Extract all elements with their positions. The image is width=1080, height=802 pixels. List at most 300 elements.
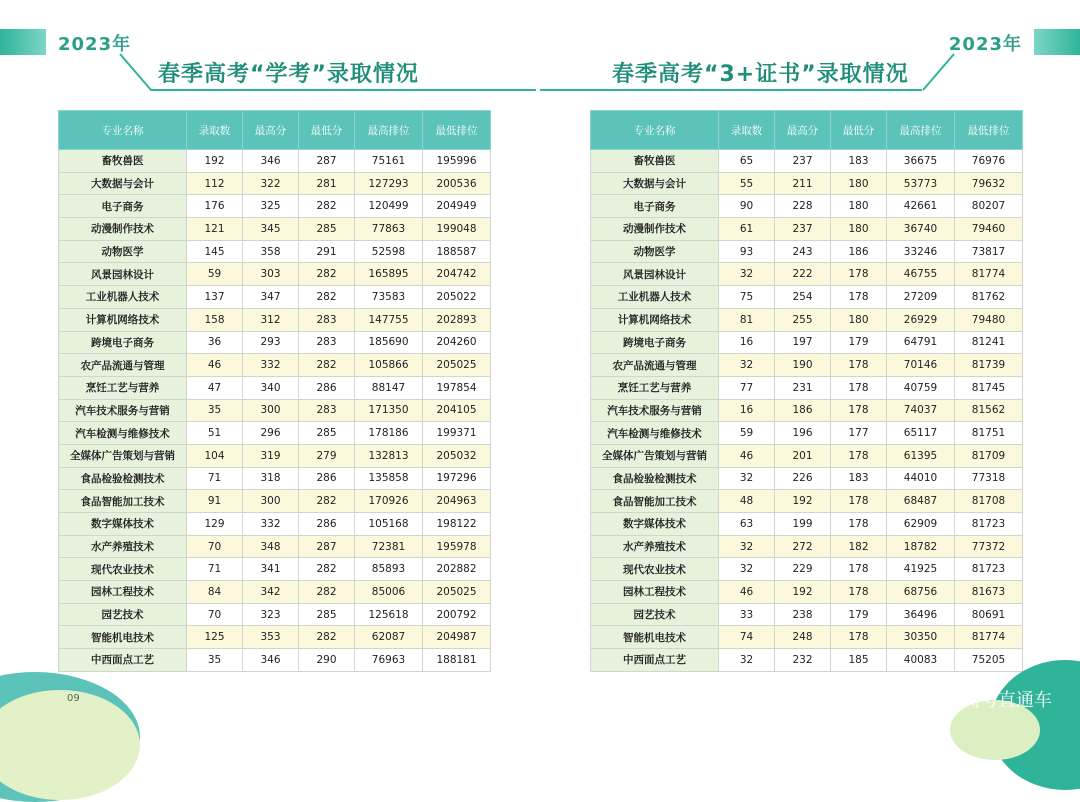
admission-table-xuekao	[58, 110, 491, 672]
cell-min-rank: 81739	[955, 354, 1023, 377]
cell-min-score: 180	[831, 218, 887, 241]
cell-admit-count: 32	[719, 558, 775, 581]
cell-max-rank: 75161	[355, 150, 423, 173]
cell-major-name: 动物医学	[591, 240, 719, 263]
cell-min-score: 178	[831, 376, 887, 399]
cell-min-score: 180	[831, 308, 887, 331]
cell-max-score: 222	[775, 263, 831, 286]
cell-min-rank: 197296	[423, 467, 491, 490]
table-row	[59, 240, 491, 263]
cell-max-score: 197	[775, 331, 831, 354]
cell-max-score: 192	[775, 490, 831, 513]
cell-admit-count: 137	[187, 286, 243, 309]
cell-major-name: 食品智能加工技术	[59, 490, 187, 513]
table-row	[591, 490, 1023, 513]
table-body	[59, 150, 491, 672]
cell-admit-count: 32	[719, 649, 775, 672]
cell-min-rank: 81745	[955, 376, 1023, 399]
cell-admit-count: 77	[719, 376, 775, 399]
cell-major-name: 园艺技术	[591, 603, 719, 626]
table-row	[59, 603, 491, 626]
table-row	[591, 513, 1023, 536]
cell-max-rank: 65117	[887, 422, 955, 445]
cell-major-name: 跨境电子商务	[59, 331, 187, 354]
cell-min-rank: 205022	[423, 286, 491, 309]
cell-min-score: 282	[299, 490, 355, 513]
cell-admit-count: 104	[187, 444, 243, 467]
cell-min-score: 178	[831, 558, 887, 581]
cell-min-score: 287	[299, 535, 355, 558]
cell-admit-count: 47	[187, 376, 243, 399]
cell-min-rank: 73817	[955, 240, 1023, 263]
cell-min-rank: 77318	[955, 467, 1023, 490]
cell-min-score: 178	[831, 286, 887, 309]
cell-max-rank: 105168	[355, 513, 423, 536]
cell-major-name: 汽车检测与维修技术	[591, 422, 719, 445]
cell-max-score: 238	[775, 603, 831, 626]
cell-major-name: 全媒体广告策划与营销	[59, 444, 187, 467]
table-row	[59, 150, 491, 173]
cell-max-score: 318	[243, 467, 299, 490]
cell-major-name: 风景园林设计	[591, 263, 719, 286]
cell-max-score: 228	[775, 195, 831, 218]
table-row	[591, 218, 1023, 241]
cell-min-rank: 80691	[955, 603, 1023, 626]
table-row	[591, 286, 1023, 309]
cell-min-rank: 204987	[423, 626, 491, 649]
cell-min-score: 185	[831, 649, 887, 672]
table-row	[59, 535, 491, 558]
cell-max-score: 211	[775, 172, 831, 195]
cell-admit-count: 125	[187, 626, 243, 649]
cell-max-rank: 185690	[355, 331, 423, 354]
cell-major-name: 食品智能加工技术	[591, 490, 719, 513]
cell-min-rank: 81241	[955, 331, 1023, 354]
table-row	[591, 195, 1023, 218]
cell-min-score: 286	[299, 376, 355, 399]
cell-max-score: 255	[775, 308, 831, 331]
cell-major-name: 烹饪工艺与营养	[59, 376, 187, 399]
cell-min-score: 282	[299, 195, 355, 218]
cell-min-rank: 202893	[423, 308, 491, 331]
table-row	[59, 195, 491, 218]
table-header-row	[59, 111, 491, 150]
cell-max-rank: 42661	[887, 195, 955, 218]
table-row	[59, 218, 491, 241]
cell-max-rank: 70146	[887, 354, 955, 377]
cell-major-name: 烹饪工艺与营养	[591, 376, 719, 399]
table-row	[59, 422, 491, 445]
cell-min-rank: 77372	[955, 535, 1023, 558]
cell-major-name: 现代农业技术	[59, 558, 187, 581]
title-slant-right	[920, 52, 956, 92]
cell-max-score: 272	[775, 535, 831, 558]
cell-max-rank: 88147	[355, 376, 423, 399]
title-underline-left	[150, 89, 536, 91]
cell-max-rank: 127293	[355, 172, 423, 195]
table-row	[59, 513, 491, 536]
table-row	[59, 649, 491, 672]
cell-min-score: 285	[299, 603, 355, 626]
cell-max-score: 345	[243, 218, 299, 241]
col-header-min-rank: 最低排位	[423, 111, 491, 150]
cell-min-score: 282	[299, 286, 355, 309]
cell-max-score: 300	[243, 399, 299, 422]
cell-major-name: 数字媒体技术	[59, 513, 187, 536]
table-header-row	[591, 111, 1023, 150]
cell-min-rank: 205025	[423, 354, 491, 377]
cell-admit-count: 59	[719, 422, 775, 445]
cell-admit-count: 32	[719, 535, 775, 558]
title-underline-right	[540, 89, 922, 91]
cell-min-score: 177	[831, 422, 887, 445]
table-row	[59, 581, 491, 604]
cell-admit-count: 84	[187, 581, 243, 604]
cell-min-score: 182	[831, 535, 887, 558]
table-row	[591, 467, 1023, 490]
cell-max-rank: 72381	[355, 535, 423, 558]
cell-max-score: 346	[243, 649, 299, 672]
table-row	[591, 558, 1023, 581]
cell-max-rank: 125618	[355, 603, 423, 626]
year-label-right: 2023年	[948, 34, 1022, 55]
table-row	[591, 581, 1023, 604]
col-header-max-rank: 最高排位	[355, 111, 423, 150]
cell-max-score: 254	[775, 286, 831, 309]
table-row	[591, 263, 1023, 286]
cell-admit-count: 129	[187, 513, 243, 536]
cell-max-rank: 33246	[887, 240, 955, 263]
cell-max-score: 196	[775, 422, 831, 445]
table-row	[59, 467, 491, 490]
cell-max-rank: 18782	[887, 535, 955, 558]
cell-major-name: 动漫制作技术	[59, 218, 187, 241]
cell-min-rank: 81562	[955, 399, 1023, 422]
cell-max-score: 201	[775, 444, 831, 467]
cell-max-score: 303	[243, 263, 299, 286]
table-row	[591, 649, 1023, 672]
cell-max-rank: 30350	[887, 626, 955, 649]
cell-max-rank: 52598	[355, 240, 423, 263]
cell-max-rank: 40759	[887, 376, 955, 399]
cell-min-score: 186	[831, 240, 887, 263]
cell-min-score: 283	[299, 308, 355, 331]
table-row	[591, 172, 1023, 195]
cell-max-rank: 61395	[887, 444, 955, 467]
table-row	[59, 308, 491, 331]
cell-max-rank: 105866	[355, 354, 423, 377]
cell-min-score: 286	[299, 467, 355, 490]
cell-major-name: 数字媒体技术	[591, 513, 719, 536]
cell-admit-count: 51	[187, 422, 243, 445]
cell-min-rank: 202882	[423, 558, 491, 581]
cell-max-rank: 44010	[887, 467, 955, 490]
table-row	[591, 240, 1023, 263]
cell-min-score: 290	[299, 649, 355, 672]
cell-max-rank: 85893	[355, 558, 423, 581]
year-bar-left	[0, 29, 46, 55]
cell-max-score: 300	[243, 490, 299, 513]
cell-admit-count: 32	[719, 467, 775, 490]
cell-admit-count: 71	[187, 558, 243, 581]
cell-min-score: 283	[299, 331, 355, 354]
cell-major-name: 园林工程技术	[591, 581, 719, 604]
cell-max-rank: 85006	[355, 581, 423, 604]
cell-max-score: 342	[243, 581, 299, 604]
cell-min-rank: 197854	[423, 376, 491, 399]
cell-admit-count: 46	[187, 354, 243, 377]
table-row	[591, 331, 1023, 354]
cell-major-name: 农产品流通与管理	[59, 354, 187, 377]
cell-major-name: 园艺技术	[59, 603, 187, 626]
col-header-max-rank: 最高排位	[887, 111, 955, 150]
cell-min-score: 178	[831, 490, 887, 513]
table-row	[59, 286, 491, 309]
cell-min-score: 178	[831, 626, 887, 649]
cell-min-rank: 76976	[955, 150, 1023, 173]
cell-max-rank: 135858	[355, 467, 423, 490]
cell-max-rank: 120499	[355, 195, 423, 218]
cell-min-rank: 81709	[955, 444, 1023, 467]
cell-major-name: 中西面点工艺	[591, 649, 719, 672]
cell-max-rank: 46755	[887, 263, 955, 286]
cell-max-rank: 62909	[887, 513, 955, 536]
cell-major-name: 汽车检测与维修技术	[59, 422, 187, 445]
cell-min-score: 282	[299, 626, 355, 649]
table-row	[591, 535, 1023, 558]
admission-table-3-plus-cert	[590, 110, 1023, 672]
table-row	[591, 308, 1023, 331]
cell-admit-count: 74	[719, 626, 775, 649]
cell-max-rank: 64791	[887, 331, 955, 354]
cell-max-score: 237	[775, 218, 831, 241]
cell-min-score: 180	[831, 195, 887, 218]
cell-max-score: 199	[775, 513, 831, 536]
cell-min-rank: 81774	[955, 626, 1023, 649]
cell-major-name: 水产养殖技术	[59, 535, 187, 558]
cell-major-name: 智能机电技术	[591, 626, 719, 649]
cell-min-rank: 200792	[423, 603, 491, 626]
page-number: 09	[67, 693, 80, 704]
cell-major-name: 计算机网络技术	[591, 308, 719, 331]
cell-admit-count: 158	[187, 308, 243, 331]
cell-max-score: 231	[775, 376, 831, 399]
cell-min-score: 178	[831, 513, 887, 536]
cell-admit-count: 145	[187, 240, 243, 263]
col-header-major: 专业名称	[591, 111, 719, 150]
cell-max-rank: 68756	[887, 581, 955, 604]
cell-min-rank: 188181	[423, 649, 491, 672]
cell-max-score: 332	[243, 513, 299, 536]
cell-min-score: 183	[831, 467, 887, 490]
cell-max-score: 190	[775, 354, 831, 377]
cell-max-score: 353	[243, 626, 299, 649]
cell-admit-count: 63	[719, 513, 775, 536]
cell-min-score: 179	[831, 603, 887, 626]
cell-major-name: 跨境电子商务	[591, 331, 719, 354]
cell-major-name: 动漫制作技术	[591, 218, 719, 241]
table-row	[591, 603, 1023, 626]
cell-min-score: 291	[299, 240, 355, 263]
cell-max-rank: 170926	[355, 490, 423, 513]
cell-max-rank: 74037	[887, 399, 955, 422]
cell-admit-count: 75	[719, 286, 775, 309]
cell-max-score: 312	[243, 308, 299, 331]
cell-max-rank: 40083	[887, 649, 955, 672]
cell-admit-count: 46	[719, 581, 775, 604]
table-row	[59, 172, 491, 195]
cell-max-rank: 73583	[355, 286, 423, 309]
cell-min-score: 279	[299, 444, 355, 467]
cell-admit-count: 176	[187, 195, 243, 218]
cell-min-rank: 199371	[423, 422, 491, 445]
cell-admit-count: 81	[719, 308, 775, 331]
table-row	[59, 444, 491, 467]
cell-min-score: 285	[299, 422, 355, 445]
cell-max-score: 237	[775, 150, 831, 173]
cell-max-rank: 171350	[355, 399, 423, 422]
col-header-max-score: 最高分	[775, 111, 831, 150]
cell-admit-count: 35	[187, 649, 243, 672]
cell-admit-count: 59	[187, 263, 243, 286]
cell-major-name: 农产品流通与管理	[591, 354, 719, 377]
cell-max-rank: 77863	[355, 218, 423, 241]
cell-major-name: 水产养殖技术	[591, 535, 719, 558]
table-row	[59, 354, 491, 377]
col-header-major: 专业名称	[59, 111, 187, 150]
cell-max-rank: 147755	[355, 308, 423, 331]
col-header-count: 录取数	[187, 111, 243, 150]
cell-max-rank: 178186	[355, 422, 423, 445]
cell-min-score: 180	[831, 172, 887, 195]
cell-min-rank: 195996	[423, 150, 491, 173]
cell-min-rank: 204949	[423, 195, 491, 218]
col-header-max-score: 最高分	[243, 111, 299, 150]
cell-admit-count: 93	[719, 240, 775, 263]
cell-min-rank: 188587	[423, 240, 491, 263]
cell-max-score: 232	[775, 649, 831, 672]
cell-min-score: 286	[299, 513, 355, 536]
title-right: 春季高考“3+证书”录取情况	[612, 62, 909, 87]
cell-major-name: 食品检验检测技术	[591, 467, 719, 490]
col-header-min-score: 最低分	[299, 111, 355, 150]
cell-min-rank: 204260	[423, 331, 491, 354]
cell-min-score: 283	[299, 399, 355, 422]
cell-min-rank: 81774	[955, 263, 1023, 286]
cell-major-name: 畜牧兽医	[59, 150, 187, 173]
cell-admit-count: 70	[187, 535, 243, 558]
cell-admit-count: 121	[187, 218, 243, 241]
cell-max-score: 325	[243, 195, 299, 218]
table-row	[59, 490, 491, 513]
cell-max-score: 340	[243, 376, 299, 399]
cell-min-rank: 204105	[423, 399, 491, 422]
cell-admit-count: 46	[719, 444, 775, 467]
cell-min-rank: 79480	[955, 308, 1023, 331]
cell-major-name: 园林工程技术	[59, 581, 187, 604]
cell-major-name: 动物医学	[59, 240, 187, 263]
cell-min-score: 285	[299, 218, 355, 241]
title-left: 春季高考“学考”录取情况	[158, 62, 419, 87]
cell-max-rank: 27209	[887, 286, 955, 309]
table-row	[591, 354, 1023, 377]
cell-min-rank: 81708	[955, 490, 1023, 513]
cell-max-rank: 132813	[355, 444, 423, 467]
cell-max-rank: 26929	[887, 308, 955, 331]
cell-admit-count: 33	[719, 603, 775, 626]
cell-min-rank: 81723	[955, 513, 1023, 536]
cell-major-name: 智能机电技术	[59, 626, 187, 649]
cell-major-name: 工业机器人技术	[591, 286, 719, 309]
cell-min-rank: 204963	[423, 490, 491, 513]
cell-admit-count: 16	[719, 331, 775, 354]
cell-min-rank: 75205	[955, 649, 1023, 672]
cell-admit-count: 48	[719, 490, 775, 513]
cell-max-score: 296	[243, 422, 299, 445]
year-label-left: 2023年	[58, 34, 132, 55]
cell-min-rank: 205032	[423, 444, 491, 467]
cell-min-score: 183	[831, 150, 887, 173]
cell-admit-count: 112	[187, 172, 243, 195]
cell-min-rank: 81751	[955, 422, 1023, 445]
cell-max-rank: 36496	[887, 603, 955, 626]
cell-max-score: 348	[243, 535, 299, 558]
table-row	[591, 626, 1023, 649]
cell-max-rank: 62087	[355, 626, 423, 649]
cell-major-name: 大数据与会计	[591, 172, 719, 195]
cell-admit-count: 32	[719, 263, 775, 286]
cell-min-score: 178	[831, 263, 887, 286]
cell-min-rank: 198122	[423, 513, 491, 536]
col-header-min-score: 最低分	[831, 111, 887, 150]
cell-min-score: 282	[299, 354, 355, 377]
cell-min-score: 178	[831, 399, 887, 422]
cell-max-score: 341	[243, 558, 299, 581]
cell-min-score: 179	[831, 331, 887, 354]
cell-min-rank: 195978	[423, 535, 491, 558]
table-row	[59, 626, 491, 649]
cell-min-score: 282	[299, 558, 355, 581]
cell-major-name: 风景园林设计	[59, 263, 187, 286]
cell-major-name: 电子商务	[59, 195, 187, 218]
cell-major-name: 计算机网络技术	[59, 308, 187, 331]
cell-admit-count: 65	[719, 150, 775, 173]
cell-min-score: 287	[299, 150, 355, 173]
table-row	[59, 399, 491, 422]
table-row	[591, 444, 1023, 467]
col-header-count: 录取数	[719, 111, 775, 150]
cell-min-rank: 204742	[423, 263, 491, 286]
cell-min-rank: 199048	[423, 218, 491, 241]
cell-min-score: 178	[831, 581, 887, 604]
title-slant-left	[118, 52, 154, 92]
cell-admit-count: 35	[187, 399, 243, 422]
cell-major-name: 现代农业技术	[591, 558, 719, 581]
cell-max-rank: 36740	[887, 218, 955, 241]
cell-max-rank: 165895	[355, 263, 423, 286]
cell-min-score: 282	[299, 263, 355, 286]
cell-max-score: 332	[243, 354, 299, 377]
cell-admit-count: 192	[187, 150, 243, 173]
table-row	[59, 376, 491, 399]
table-row	[591, 399, 1023, 422]
cell-max-score: 248	[775, 626, 831, 649]
cell-admit-count: 91	[187, 490, 243, 513]
cell-min-rank: 79460	[955, 218, 1023, 241]
cell-min-rank: 81673	[955, 581, 1023, 604]
cell-max-score: 322	[243, 172, 299, 195]
cell-min-score: 178	[831, 444, 887, 467]
